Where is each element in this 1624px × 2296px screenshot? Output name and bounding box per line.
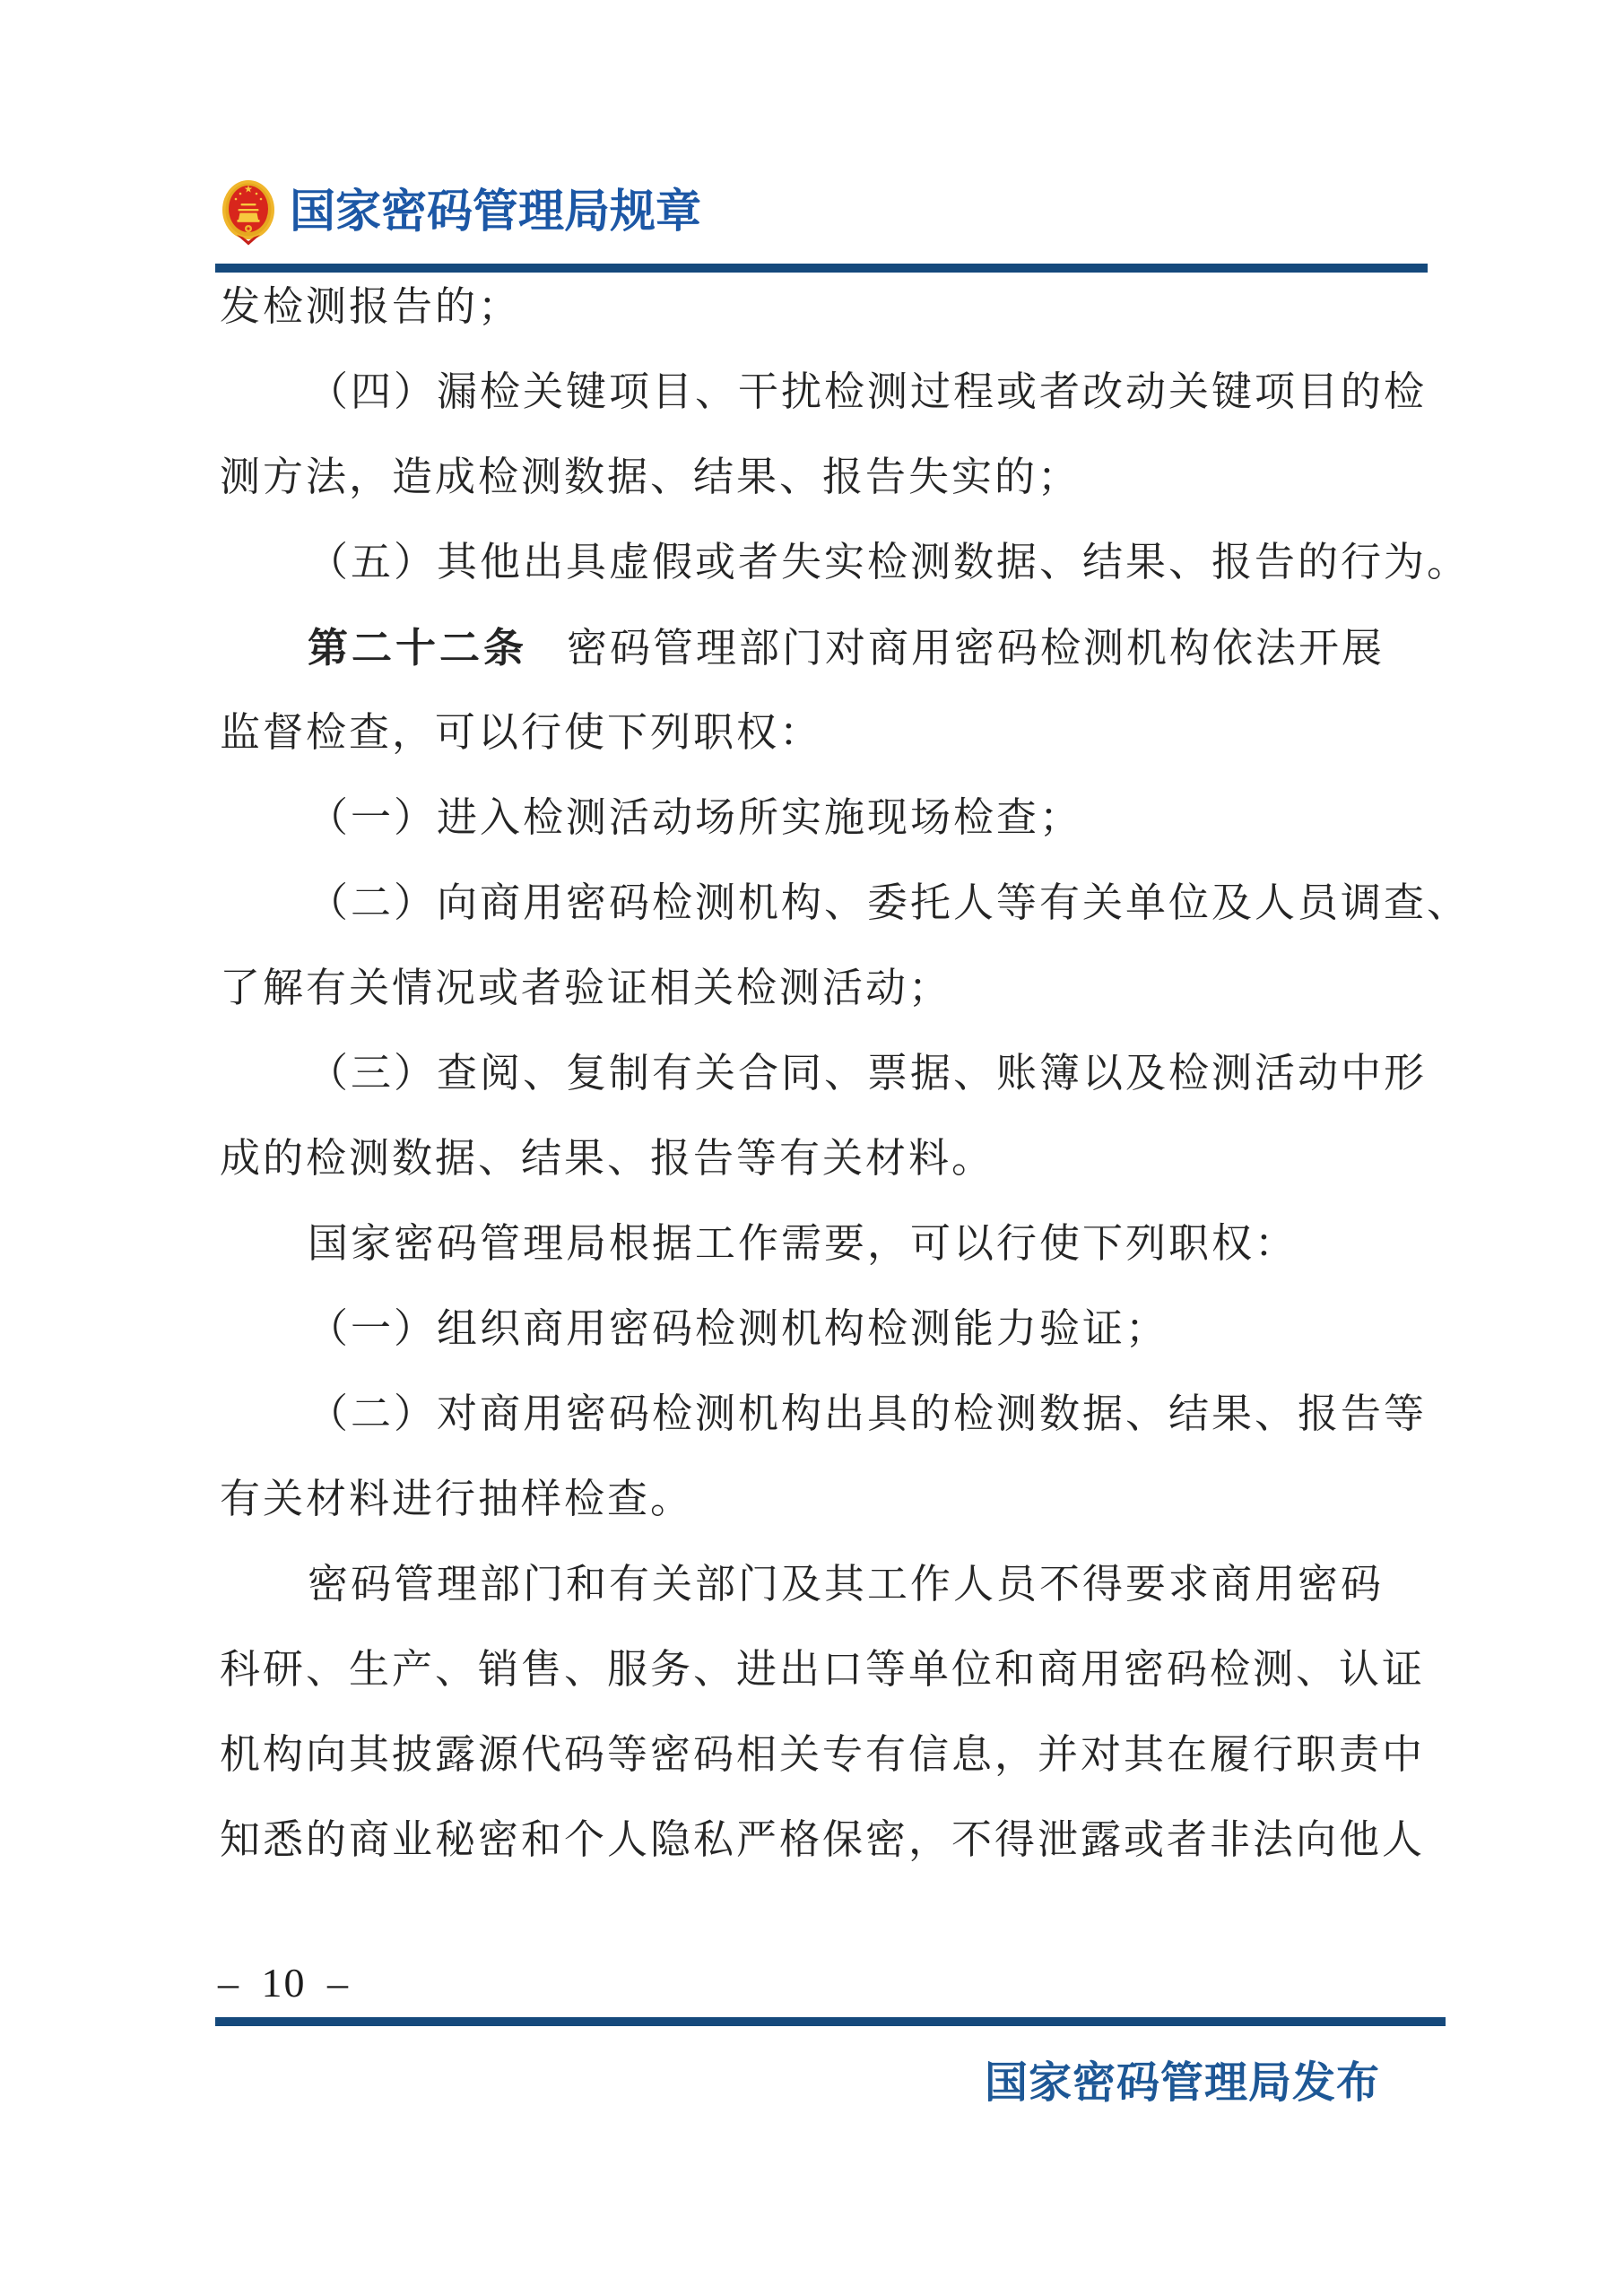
header-title: 国家密码管理局规章 — [290, 187, 702, 238]
body-line: 有关材料进行抽样检查。 — [220, 1477, 694, 1521]
body-line: 了解有关情况或者验证相关检测活动； — [220, 966, 952, 1010]
body-line: 密码管理部门和有关部门及其工作人员不得要求商用密码 — [308, 1562, 1385, 1607]
body-line: 机构向其披露源代码等密码相关专有信息，并对其在履行职责中 — [220, 1732, 1426, 1777]
body-line: 国家密码管理局根据工作需要，可以行使下列职权： — [308, 1221, 1298, 1266]
body-line — [220, 605, 1457, 690]
body-line: 科研、生产、销售、服务、进出口等单位和商用密码检测、认证 — [220, 1647, 1426, 1692]
body-line: （四）漏检关键项目、干扰检测过程或者改动关键项目的检 — [308, 369, 1428, 414]
footer-rule — [215, 2017, 1446, 2026]
body-line: 知悉的商业秘密和个人隐私严格保密，不得泄露或者非法向他人 — [220, 1817, 1426, 1862]
body-line: （一）组织商用密码检测机构检测能力验证； — [308, 1306, 1169, 1351]
article-number: 第二十二条 — [308, 625, 528, 671]
body-line: （一）进入检测活动场所实施现场检查； — [308, 795, 1083, 840]
china-national-emblem-icon — [221, 179, 275, 246]
body-line: 发检测报告的； — [220, 284, 522, 329]
body-text — [220, 264, 1471, 1883]
publisher-label: 国家密码管理局发布 — [985, 2059, 1381, 2107]
body-line: （五）其他出具虚假或者失实检测数据、结果、报告的行为。 — [308, 540, 1471, 585]
body-line: 测方法，造成检测数据、结果、报告失实的； — [220, 455, 1081, 499]
body-line: （二）向商用密码检测机构、委托人等有关单位及人员调查、 — [308, 880, 1471, 925]
body-line: 成的检测数据、结果、报告等有关材料。 — [220, 1136, 995, 1181]
body-line-text: 密码管理部门对商用密码检测机构依法开展 — [567, 626, 1385, 671]
body-line: 监督检查，可以行使下列职权： — [220, 710, 823, 755]
page-number: – 10 – — [218, 1960, 350, 2006]
body-line: （二）对商用密码检测机构出具的检测数据、结果、报告等 — [308, 1391, 1428, 1436]
body-line: （三）查阅、复制有关合同、票据、账簿以及检测活动中形 — [308, 1051, 1428, 1096]
